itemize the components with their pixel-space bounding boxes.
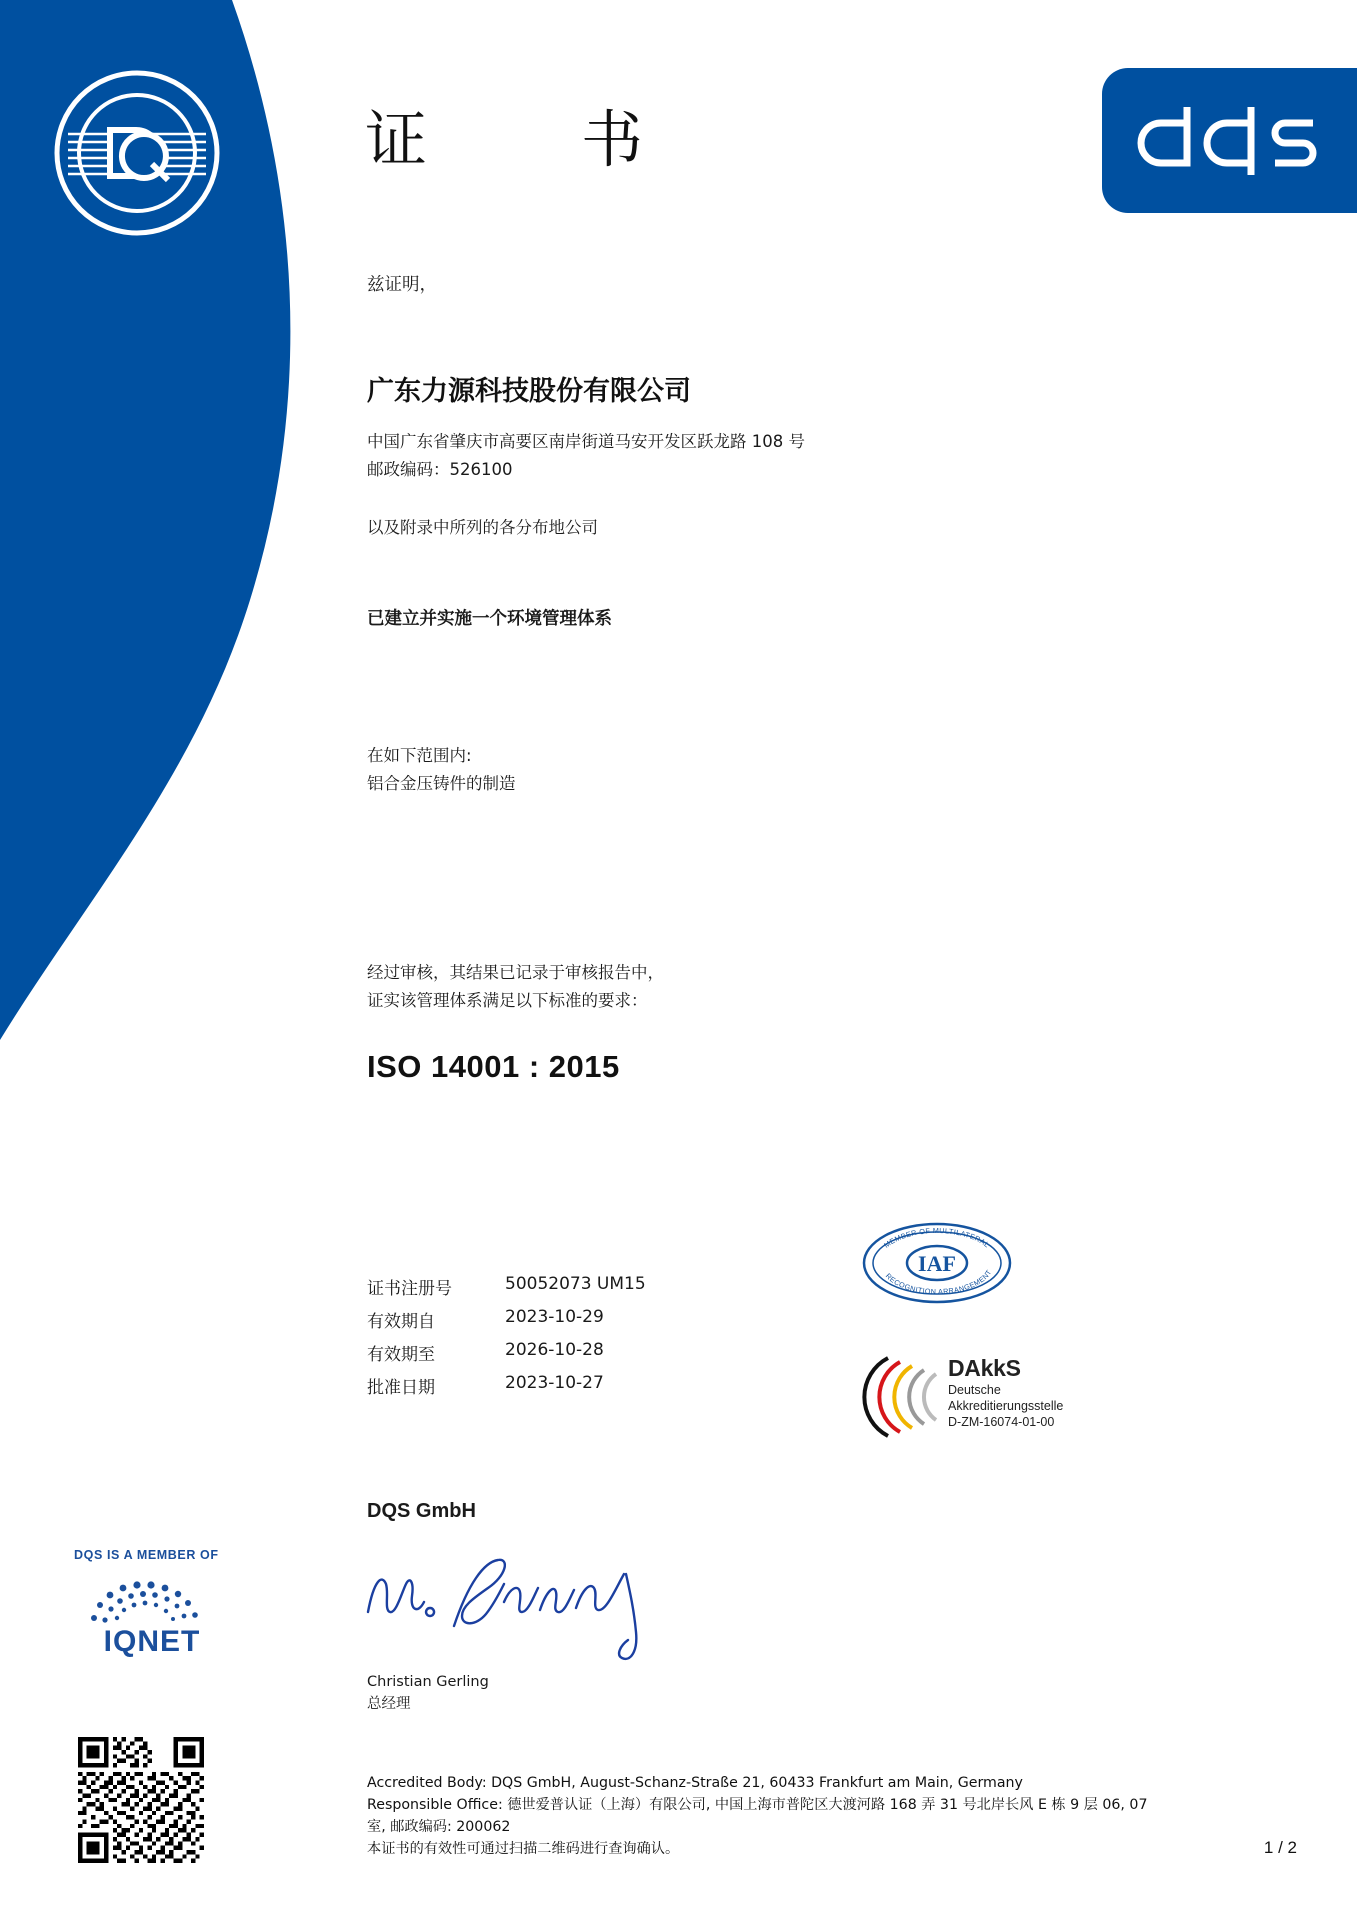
dakks-line-1: Deutsche <box>948 1383 1001 1398</box>
company-name: 广东力源科技股份有限公司 <box>367 375 691 407</box>
footer-line-4: 本证书的有效性可通过扫描二维码进行查询确认。 <box>367 1841 680 1857</box>
company-postcode-line: 邮政编码：526100 <box>367 460 513 479</box>
table-row <box>367 1336 646 1369</box>
registration-details <box>367 1270 646 1402</box>
table-row <box>367 1303 646 1336</box>
detail-value: 2023-10-29 <box>505 1307 604 1327</box>
table-row <box>367 1270 646 1303</box>
dqs-seal-icon <box>52 68 222 238</box>
detail-label: 有效期自 <box>367 1312 435 1332</box>
dakks-line-2: Akkreditierungsstelle <box>948 1399 1064 1414</box>
page-title: 证 书 <box>365 103 690 176</box>
signatory-name: Christian Gerling <box>367 1674 489 1690</box>
iqnet-name: IQNET <box>103 1625 201 1658</box>
detail-label: 批准日期 <box>367 1378 435 1398</box>
system-statement: 已建立并实施一个环境管理体系 <box>367 607 612 628</box>
scope-text: 铝合金压铸件的制造 <box>367 774 516 794</box>
certificate-body <box>367 270 1227 1085</box>
intro-text: 兹证明， <box>367 275 437 295</box>
dakks-text-block <box>948 1356 1063 1430</box>
standard-name: ISO 14001 : 2015 <box>367 1049 620 1085</box>
signatory-role: 总经理 <box>367 1695 411 1712</box>
footer-line-1: Accredited Body: DQS GmbH, August-Schanz-Straße 21, 60433 Frankfurt am Main, Germany <box>367 1775 1023 1791</box>
detail-label: 有效期至 <box>367 1345 435 1365</box>
svg-text:MEMBER OF MULTILATERAL: MEMBER OF MULTILATERAL <box>882 1225 992 1250</box>
audit-note-line-2: 证实该管理体系满足以下标准的要求： <box>367 990 648 1010</box>
detail-label: 证书注册号 <box>367 1279 452 1299</box>
page-number: 1 / 2 <box>1263 1838 1297 1857</box>
audit-note-line-1: 经过审核，其结果已记录于审核报告中， <box>367 962 664 982</box>
table-row <box>367 1369 646 1402</box>
detail-value: 50052073 UM15 <box>505 1274 646 1294</box>
signature-image <box>358 1540 688 1670</box>
company-address-line-1: 中国广东省肇庆市高要区南岸街道马安开发区跃龙路 108 号 <box>367 431 805 451</box>
dqs-wordmark-icon <box>1135 101 1325 181</box>
iqnet-member-text: DQS IS A MEMBER OF <box>74 1548 219 1562</box>
dakks-line-3: D-ZM-16074-01-00 <box>948 1415 1055 1430</box>
qr-code[interactable] <box>78 1737 204 1863</box>
detail-value: 2026-10-28 <box>505 1340 604 1360</box>
signing-company: DQS GmbH <box>367 1500 476 1522</box>
scope-label: 在如下范围内: <box>367 745 472 765</box>
footer-line-2: Responsible Office: 德世爱普认证（上海）有限公司, 中国上海市普陀区大渡河路 168 弄 31 号北岸长风 E 栋 9 层 06, 07 <box>367 1797 1148 1813</box>
signatory-block <box>367 1672 489 1716</box>
svg-text:RECOGNITION ARRANGEMENT: RECOGNITION ARRANGEMENT <box>883 1267 994 1297</box>
dakks-name: DAkkS <box>948 1355 1021 1381</box>
footer-line-3: 室, 邮政编码: 200062 <box>367 1819 511 1835</box>
branches-note: 以及附录中所列的各分布地公司 <box>367 518 598 538</box>
iaf-mark-icon <box>862 1222 1012 1304</box>
detail-value: 2023-10-27 <box>505 1373 604 1393</box>
svg-text:IAF: IAF <box>918 1251 956 1276</box>
footer-text <box>367 1772 1197 1860</box>
dqs-logo <box>1102 68 1357 213</box>
